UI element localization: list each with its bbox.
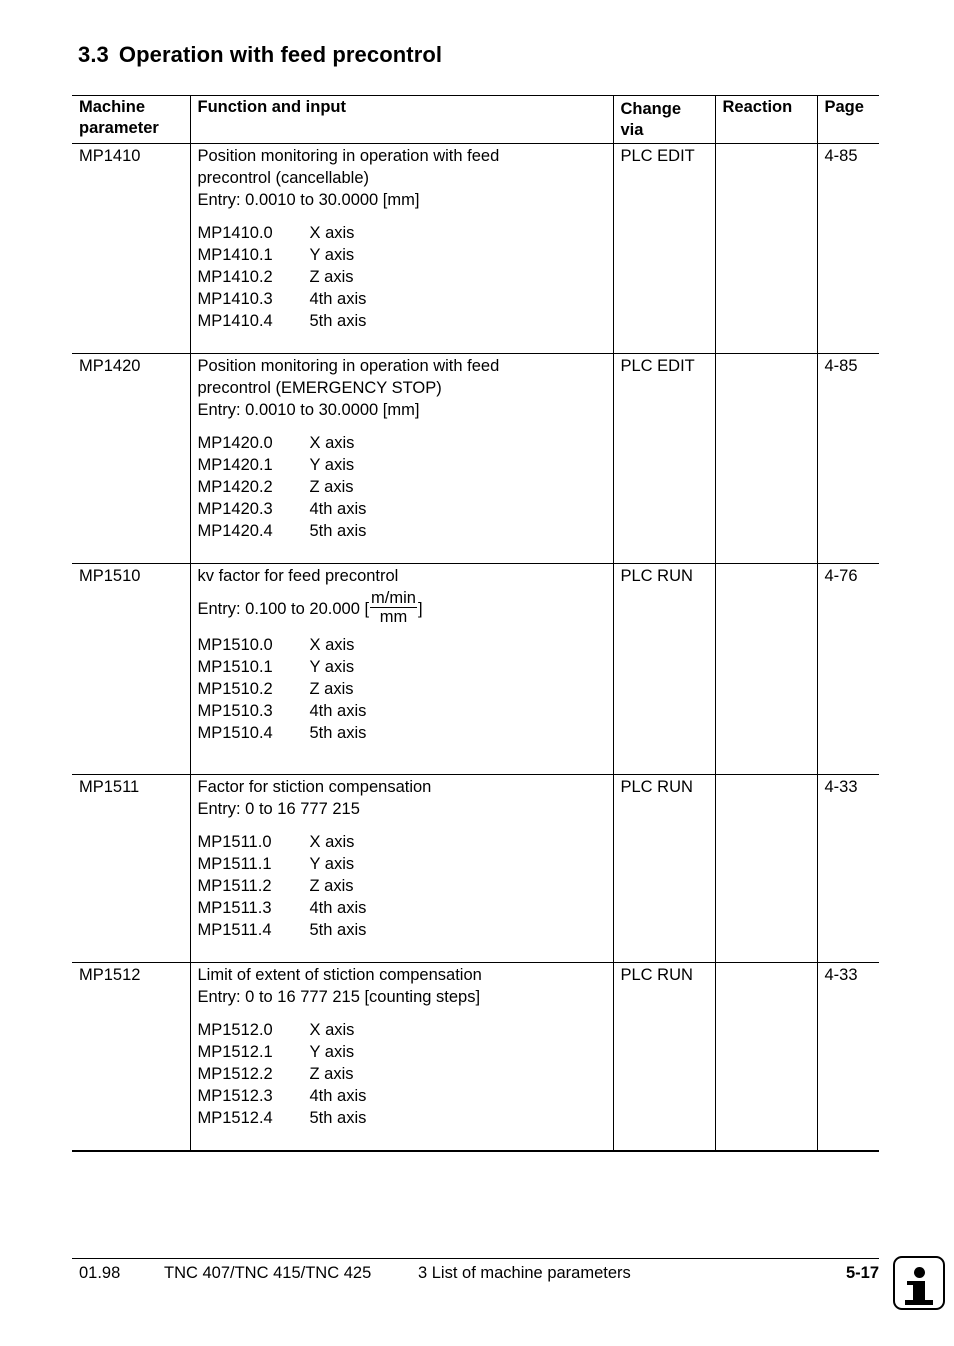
axis-name: 4th axis — [309, 1087, 367, 1105]
list-item — [198, 520, 607, 542]
table-row — [72, 775, 879, 963]
page-ref-cell: 4-85 — [817, 354, 879, 564]
list-item — [198, 498, 607, 520]
axis-sub-list — [198, 432, 607, 542]
axis-name: 4th axis — [309, 500, 367, 518]
section-number: 3.3 — [78, 42, 109, 67]
axis-name: Z axis — [309, 877, 354, 895]
sub-parameter-code: MP1420.3 — [197, 500, 273, 518]
sub-parameter-code: MP1410.4 — [197, 312, 273, 330]
sub-parameter-code: MP1512.1 — [197, 1043, 273, 1061]
list-item — [198, 432, 607, 454]
description-line: Position monitoring in operation with feed — [197, 357, 500, 375]
sub-parameter-code: MP1511.3 — [197, 899, 272, 917]
axis-name: 4th axis — [309, 899, 367, 917]
axis-name: 4th axis — [309, 702, 367, 720]
description-line: Position monitoring in operation with feed — [197, 147, 500, 165]
sub-parameter-code: MP1410.1 — [197, 246, 273, 264]
axis-sub-list — [198, 634, 607, 744]
param-id-cell: MP1420 — [79, 357, 141, 375]
function-input-cell — [190, 354, 613, 564]
entry-range — [198, 591, 607, 628]
description-line: Limit of extent of stiction compensation — [197, 966, 482, 984]
entry-range: Entry: 0.0010 to 30.0000 [mm] — [197, 191, 420, 209]
list-item — [198, 1063, 607, 1085]
axis-sub-list — [198, 222, 607, 332]
sub-parameter-code: MP1410.3 — [197, 290, 273, 308]
table-row — [72, 354, 879, 564]
list-item — [198, 222, 607, 244]
sub-parameter-code: MP1510.1 — [197, 658, 273, 676]
sub-parameter-code: MP1510.0 — [197, 636, 273, 654]
list-item — [198, 288, 607, 310]
fraction-denominator: mm — [379, 608, 408, 626]
section-heading: Operation with feed precontrol — [118, 42, 443, 67]
page-ref-cell: 4-33 — [817, 775, 879, 963]
reaction-cell — [715, 144, 817, 354]
axis-name: Y axis — [309, 658, 355, 676]
sub-parameter-code: MP1511.1 — [197, 855, 272, 873]
footer-chapter: 3 List of machine parameters — [418, 1264, 631, 1282]
footer-date: 01.98 — [79, 1264, 121, 1282]
description-line: Factor for stiction compensation — [197, 778, 432, 796]
axis-name: 5th axis — [309, 724, 367, 742]
axis-name: Z axis — [309, 1065, 354, 1083]
list-item — [198, 310, 607, 332]
axis-name: Y axis — [309, 456, 355, 474]
axis-name: X axis — [309, 1021, 355, 1039]
page-footer — [72, 1258, 879, 1289]
fraction-numerator: m/min — [371, 589, 416, 607]
axis-name: Z axis — [309, 268, 354, 286]
list-item — [198, 1107, 607, 1129]
table-row — [72, 963, 879, 1151]
list-item — [198, 476, 607, 498]
entry-range: Entry: 0.0010 to 30.0000 [mm] — [197, 401, 420, 419]
reaction-cell — [715, 564, 817, 775]
axis-sub-list — [198, 831, 607, 941]
table-row — [72, 144, 879, 354]
list-item — [198, 454, 607, 476]
list-item — [198, 853, 607, 875]
axis-name: 5th axis — [309, 1109, 367, 1127]
col-header-page: Page — [817, 96, 879, 144]
sub-parameter-code: MP1512.4 — [197, 1109, 273, 1127]
list-item — [198, 678, 607, 700]
sub-parameter-code: MP1512.0 — [197, 1021, 273, 1039]
axis-name: 4th axis — [309, 290, 367, 308]
machine-parameter-table — [72, 95, 879, 1152]
axis-name: 5th axis — [309, 921, 367, 939]
col-header-function-input: Function and input — [190, 96, 613, 144]
col-header-reaction: Reaction — [715, 96, 817, 144]
sub-parameter-code: MP1512.2 — [197, 1065, 273, 1083]
axis-name: Z axis — [309, 680, 354, 698]
function-input-cell — [190, 775, 613, 963]
page-ref-cell: 4-76 — [817, 564, 879, 775]
page-ref-cell: 4-33 — [817, 963, 879, 1151]
description-line: precontrol (EMERGENCY STOP) — [197, 379, 442, 397]
param-id-cell: MP1510 — [79, 567, 141, 585]
change-via-cell: PLC RUN — [613, 564, 715, 775]
param-id-cell: MP1511 — [79, 778, 140, 796]
list-item — [198, 634, 607, 656]
axis-name: 5th axis — [309, 522, 367, 540]
axis-sub-list — [198, 1019, 607, 1129]
sub-parameter-code: MP1510.4 — [197, 724, 273, 742]
sub-parameter-code: MP1510.2 — [197, 680, 273, 698]
axis-name: Y axis — [309, 855, 355, 873]
sub-parameter-code: MP1510.3 — [197, 702, 273, 720]
entry-range: Entry: 0 to 16 777 215 — [197, 800, 360, 818]
list-item — [198, 875, 607, 897]
list-item — [198, 919, 607, 941]
function-input-cell — [190, 564, 613, 775]
sub-parameter-code: MP1511.0 — [197, 833, 272, 851]
axis-name: X axis — [309, 833, 355, 851]
axis-name: 5th axis — [309, 312, 367, 330]
axis-name: X axis — [309, 636, 355, 654]
sub-parameter-code: MP1420.2 — [197, 478, 273, 496]
sub-parameter-code: MP1511.2 — [197, 877, 272, 895]
description-line: precontrol (cancellable) — [197, 169, 370, 187]
sub-parameter-code: MP1511.4 — [197, 921, 272, 939]
axis-name: Y axis — [309, 246, 355, 264]
param-id-cell: MP1512 — [79, 966, 141, 984]
axis-name: X axis — [309, 434, 355, 452]
entry-suffix: ] — [417, 599, 423, 618]
change-via-cell: PLC EDIT — [613, 354, 715, 564]
list-item — [198, 897, 607, 919]
footer-page-number: 5-17 — [845, 1264, 879, 1282]
sub-parameter-code: MP1420.1 — [197, 456, 273, 474]
axis-name: Z axis — [309, 478, 354, 496]
list-item — [198, 656, 607, 678]
sub-parameter-code: MP1410.2 — [197, 268, 273, 286]
change-via-cell: PLC RUN — [613, 963, 715, 1151]
unit-fraction — [370, 589, 417, 626]
list-item — [198, 1085, 607, 1107]
sub-parameter-code: MP1512.3 — [197, 1087, 273, 1105]
change-via-cell: PLC RUN — [613, 775, 715, 963]
description-line: kv factor for feed precontrol — [197, 567, 399, 585]
function-input-cell — [190, 963, 613, 1151]
footer-model: TNC 407/TNC 415/TNC 425 — [164, 1264, 372, 1282]
function-input-cell — [190, 144, 613, 354]
axis-name: X axis — [309, 224, 355, 242]
col-header-change-via: Change via — [613, 96, 715, 144]
list-item — [198, 266, 607, 288]
list-item — [198, 700, 607, 722]
list-item — [198, 244, 607, 266]
col-header-machine-parameter: Machine parameter — [79, 98, 159, 137]
list-item — [198, 722, 607, 744]
list-item — [198, 1041, 607, 1063]
axis-name: Y axis — [309, 1043, 355, 1061]
info-icon — [893, 1256, 945, 1310]
sub-parameter-code: MP1410.0 — [197, 224, 273, 242]
reaction-cell — [715, 775, 817, 963]
list-item — [198, 1019, 607, 1041]
table-header-row — [72, 96, 879, 144]
entry-prefix: Entry: 0.100 to 20.000 [ — [197, 599, 370, 618]
reaction-cell — [715, 354, 817, 564]
change-via-cell: PLC EDIT — [613, 144, 715, 354]
page-ref-cell: 4-85 — [817, 144, 879, 354]
sub-parameter-code: MP1420.4 — [197, 522, 273, 540]
reaction-cell — [715, 963, 817, 1151]
sub-parameter-code: MP1420.0 — [197, 434, 273, 452]
list-item — [198, 831, 607, 853]
param-id-cell: MP1410 — [79, 147, 141, 165]
entry-range: Entry: 0 to 16 777 215 [counting steps] — [197, 988, 481, 1006]
section-title — [78, 42, 442, 68]
table-row — [72, 564, 879, 775]
